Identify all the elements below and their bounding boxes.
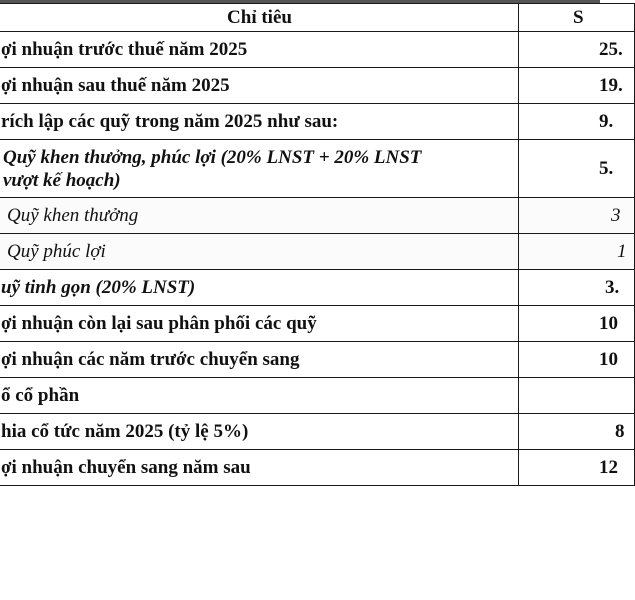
row-label: ợi nhuận trước thuế năm 2025 — [0, 32, 519, 68]
row-label: ợi nhuận chuyển sang năm sau — [0, 450, 519, 486]
row-label: ợi nhuận các năm trước chuyển sang — [0, 342, 519, 378]
table-row — [0, 198, 635, 234]
row-value: 3 — [519, 198, 635, 234]
row-label: Quỹ khen thưởng — [0, 198, 519, 234]
row-value — [519, 378, 635, 414]
table-row — [0, 306, 635, 342]
row-label: ợi nhuận sau thuế năm 2025 — [0, 68, 519, 104]
row-value: 10 — [519, 342, 635, 378]
row-label: Quỹ khen thưởng, phúc lợi (20% LNST + 20% LNST vượt kế hoạch) — [0, 140, 519, 198]
row-value: 19. — [519, 68, 635, 104]
table-row — [0, 32, 635, 68]
table-row — [0, 414, 635, 450]
profit-distribution-table — [0, 3, 635, 486]
table-row — [0, 140, 635, 198]
row-value: 3. — [519, 270, 635, 306]
row-value: 1 — [519, 234, 635, 270]
row-value: 10 — [519, 306, 635, 342]
row-label: Quỹ phúc lợi — [0, 234, 519, 270]
column-header-value: S — [519, 4, 635, 32]
row-label: uỹ tinh gọn (20% LNST) — [0, 270, 519, 306]
row-label: rích lập các quỹ trong năm 2025 như sau: — [0, 104, 519, 140]
table-row — [0, 270, 635, 306]
table-row — [0, 68, 635, 104]
row-value: 5. — [519, 140, 635, 198]
table-row — [0, 104, 635, 140]
table-row — [0, 450, 635, 486]
table-row — [0, 234, 635, 270]
row-label: ổ cổ phần — [0, 378, 519, 414]
row-value: 25. — [519, 32, 635, 68]
table-header-row — [0, 4, 635, 32]
row-value: 12 — [519, 450, 635, 486]
table-row — [0, 342, 635, 378]
row-value: 8 — [519, 414, 635, 450]
column-header-indicator: Chỉ tiêu — [0, 4, 519, 32]
row-label: hia cổ tức năm 2025 (tỷ lệ 5%) — [0, 414, 519, 450]
row-label: ợi nhuận còn lại sau phân phối các quỹ — [0, 306, 519, 342]
table-row — [0, 378, 635, 414]
row-value: 9. — [519, 104, 635, 140]
